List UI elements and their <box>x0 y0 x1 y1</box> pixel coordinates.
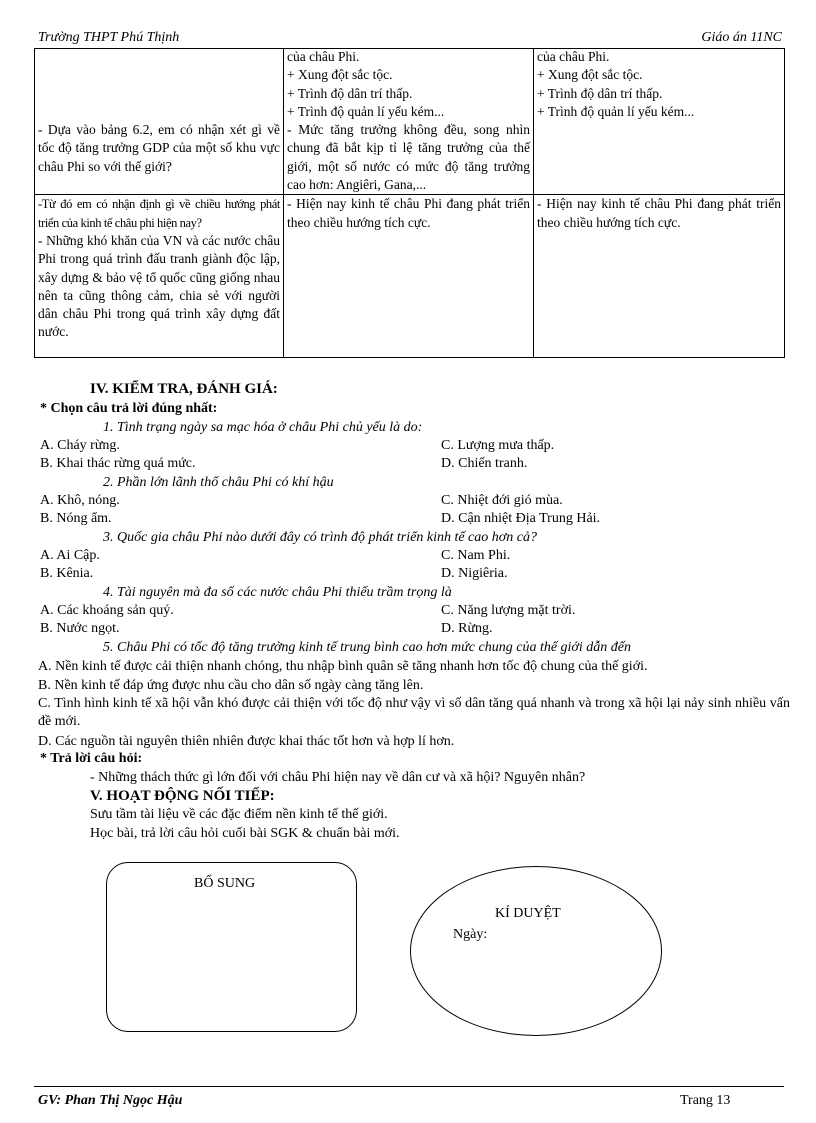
option-d: D. Chiến tranh. <box>441 456 528 471</box>
cell-line: + Trình độ dân trí thấp. <box>537 85 663 101</box>
cell-line: + Trình độ quản lí yếu kém... <box>537 103 695 119</box>
option-c: C. Nam Phi. <box>441 548 511 563</box>
answer-trend: - Hiện nay kinh tế châu Phi đang phát triển theo chiều hướng tích cực. <box>287 196 530 230</box>
table-cell <box>284 195 534 358</box>
footer-rule <box>34 1086 784 1087</box>
option-a: A. Cháy rừng. <box>40 438 120 453</box>
option-c: C. Lượng mưa thấp. <box>441 438 555 453</box>
followup-line: Sưu tầm tài liệu về các đặc điểm nền kinh tế thế giới. <box>90 807 388 822</box>
supplement-box <box>106 862 357 1032</box>
option-b: B. Nước ngọt. <box>40 621 120 636</box>
table-cell <box>534 195 785 358</box>
option-d: D. Rừng. <box>441 621 493 636</box>
option-d: D. Các nguồn tài nguyên thiên nhiên được khai thác tốt hơn và hợp lí hơn. <box>38 734 455 749</box>
option-b: B. Khai thác rừng quá mức. <box>40 456 196 471</box>
answer-trend-summary: - Hiện nay kinh tế châu Phi đang phát triển theo chiều hướng tích cực. <box>537 196 781 230</box>
answer-heading: * Trả lời câu hỏi: <box>40 751 143 766</box>
answer-gdp: - Mức tăng trưởng không đều, song nhìn chung đã bắt kịp tỉ lệ tăng trưởng của thế giới, một số nước có mức độ tăng trưởng cao hơn: Angiêri, Gana,... <box>287 122 530 193</box>
option-a: A. Ai Cập. <box>40 548 100 563</box>
question-trend: -Từ đó em có nhận định gì về chiều hướng phát triển của kinh tế châu phi hiện nay? <box>38 197 280 230</box>
approval-label: KÍ DUYỆT <box>495 906 561 921</box>
option-b: B. Nền kinh tế đáp ứng được nhu cầu cho dân số ngày càng tăng lên. <box>38 678 424 693</box>
cell-line: của châu Phi. <box>287 49 360 64</box>
answer-question: - Những thách thức gì lớn đối với châu Phi hiện nay về dân cư và xã hội? Nguyên nhân? <box>90 770 586 785</box>
question-2: 2. Phần lớn lãnh thổ châu Phi có khí hậu <box>103 475 334 490</box>
footer-page: Trang 13 <box>680 1093 731 1108</box>
approval-oval <box>410 866 662 1036</box>
cell-line: + Xung đột sắc tộc. <box>537 67 643 83</box>
question-1: 1. Tình trạng ngày sa mạc hóa ở châu Phi chủ yếu là do: <box>103 420 423 435</box>
section-4-title: IV. KIỂM TRA, ĐÁNH GIÁ: <box>90 381 278 397</box>
table-cell <box>35 48 284 195</box>
table-cell <box>534 48 785 195</box>
option-a: A. Nền kinh tế được cải thiện nhanh chóng, thu nhập bình quân sẽ tăng nhanh hơn tốc độ chung của thế giới. <box>38 659 648 674</box>
question-gdp: - Dựa vào bảng 6.2, em có nhận xét gì về tốc độ tăng trưởng GDP của một số khu vực châu Phi so với thế giới? <box>38 122 280 174</box>
option-d: D. Cận nhiệt Địa Trung Hải. <box>441 511 601 526</box>
option-b: B. Kênia. <box>40 566 94 581</box>
option-c: C. Năng lượng mặt trời. <box>441 603 576 618</box>
header-doc: Giáo án 11NC <box>701 30 782 45</box>
cell-line: + Trình độ quản lí yếu kém... <box>287 103 445 119</box>
blank-space <box>38 48 280 121</box>
section-5-title: V. HOẠT ĐỘNG NỐI TIẾP: <box>90 788 275 804</box>
table-cell <box>284 48 534 195</box>
approval-date: Ngày: <box>453 927 488 942</box>
footer-teacher: GV: Phan Thị Ngọc Hậu <box>38 1093 183 1108</box>
option-a: A. Các khoáng sản quý. <box>40 603 174 618</box>
choose-heading: * Chọn câu trả lời đúng nhất: <box>40 401 218 416</box>
lesson-table <box>34 48 785 358</box>
option-b: B. Nóng ẩm. <box>40 511 112 526</box>
note-vietnam: - Những khó khăn của VN và các nước châu Phi trong quá trình đấu tranh giành độc lập, xây dựng & bảo vệ tổ quốc cũng giống nhau nên ta cũng thông cảm, chia sẻ với người dân châu Phi trong quá trình xây dựng đất nước. <box>38 232 280 340</box>
cell-line: của châu Phi. <box>537 49 610 64</box>
option-a: A. Khô, nóng. <box>40 493 120 508</box>
cell-line: + Xung đột sắc tộc. <box>287 67 393 83</box>
table-cell <box>35 195 284 358</box>
followup-line: Học bài, trả lời câu hỏi cuối bài SGK & chuẩn bài mới. <box>90 826 400 841</box>
header-school: Trường THPT Phú Thịnh <box>38 30 180 45</box>
table-row <box>35 48 785 195</box>
cell-line: + Trình độ dân trí thấp. <box>287 85 413 101</box>
table-row <box>35 195 785 358</box>
question-3: 3. Quốc gia châu Phi nào dưới đây có trình độ phát triển kinh tế cao hơn cả? <box>103 530 537 545</box>
option-c: C. Nhiệt đới gió mùa. <box>441 493 563 508</box>
supplement-label: BỔ SUNG <box>194 876 256 891</box>
question-5: 5. Châu Phi có tốc độ tăng trưởng kinh tế trung bình cao hơn mức chung của thế giới dẫn đến <box>103 640 632 655</box>
question-4: 4. Tài nguyên mà đa số các nước châu Phi thiếu trầm trọng là <box>103 585 452 600</box>
option-d: D. Nigiêria. <box>441 566 508 581</box>
option-c: C. Tình hình kinh tế xã hội vẫn khó được cải thiện với tốc độ như vậy vì số dân tăng quá nhanh và trong xã hội lại nảy sinh nhiều vấn đề mới. <box>38 696 790 729</box>
